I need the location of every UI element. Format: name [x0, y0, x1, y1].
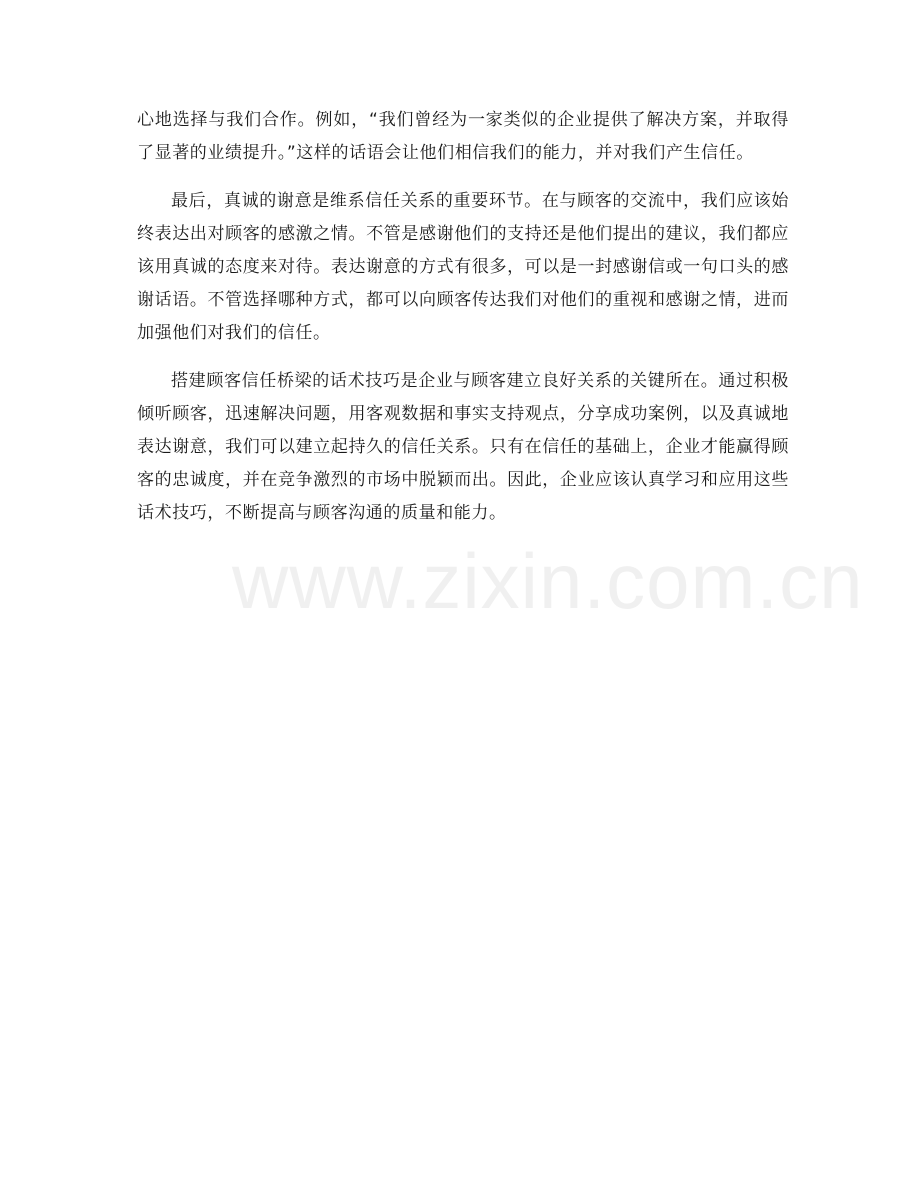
document-body [137, 104, 789, 545]
paragraph-continuation: 心地选择与我们合作。例如，“我们曾经为一家类似的企业提供了解决方案，并取得了显著的业绩提升。”这样的话语会让他们相信我们的能力，并对我们产生信任。 [137, 110, 789, 163]
paragraph-gratitude: 最后，真诚的谢意是维系信任关系的重要环节。在与顾客的交流中，我们应该始终表达出对顾客的感激之情。不管是感谢他们的支持还是他们提出的建议，我们都应该用真诚的态度来对待。表达谢意的方式有很多，可以是一封感谢信或一句口头的感谢话语。不管选择哪种方式，都可以向顾客传达我们对他们的重视和感谢之情，进而加强他们对我们的信任。 [137, 191, 789, 343]
paragraph-conclusion: 搭建顾客信任桥梁的话术技巧是企业与顾客建立良好关系的关键所在。通过积极倾听顾客，迅速解决问题，用客观数据和事实支持观点，分享成功案例，以及真诚地表达谢意，我们可以建立起持久的信任关系。只有在信任的基础上，企业才能赢得顾客的忠诚度，并在竞争激烈的市场中脱颖而出。因此，企业应该认真学习和应用这些话术技巧，不断提高与顾客沟通的质量和能力。 [137, 371, 789, 523]
watermark: www.zixin.com.cn [232, 537, 864, 625]
